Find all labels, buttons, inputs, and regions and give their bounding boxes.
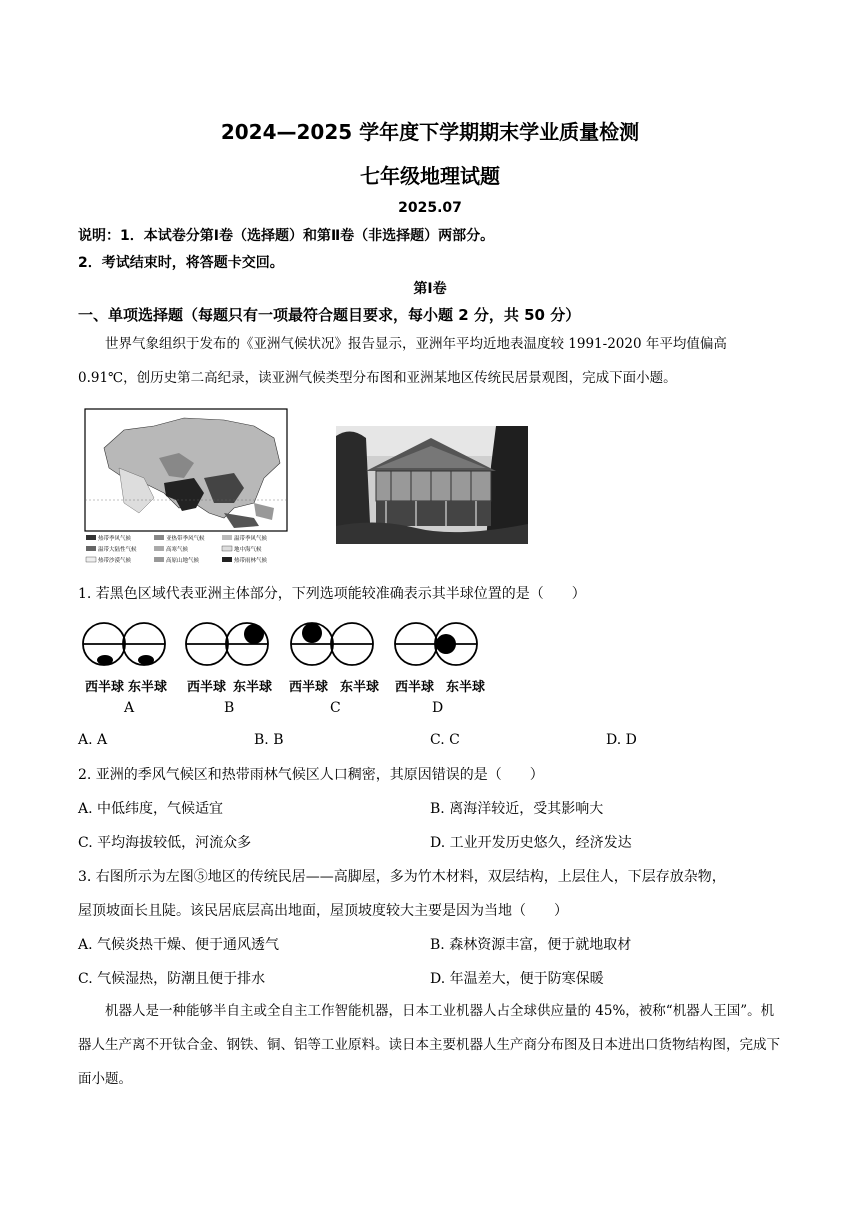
q2-option-d[interactable]: D. 工业开发历史悠久，经济发达 <box>430 835 632 851</box>
q3-option-c[interactable]: C. 气候湿热，防潮且便于排水 <box>78 971 266 987</box>
q1-option-d[interactable]: D. D <box>606 732 637 748</box>
instruction-line-1: 说明：1．本试卷分第Ⅰ卷（选择题）和第Ⅱ卷（非选择题）两部分。 <box>78 228 495 244</box>
q1-figure-b: B <box>224 700 235 716</box>
q2-stem: 2. 亚洲的季风气候区和热带雨林气候区人口稠密，其原因错误的是（ ） <box>78 767 544 783</box>
legend-3: 温带季风气候 <box>234 536 268 542</box>
q3-stem-line-1: 3. 右图所示为左图⑤地区的传统民居——高脚屋，多为竹木材料，双层结构，上层住人，下层存放杂物， <box>78 869 726 885</box>
q1-figure-a: A <box>124 700 135 716</box>
legend-6: 地中海气候 <box>234 547 262 553</box>
asia-climate-map <box>84 408 288 570</box>
legend-2: 亚热带季风气候 <box>166 536 205 542</box>
q1-d-west: 西半球 <box>395 680 435 695</box>
legend-7: 热带沙漠气候 <box>98 558 132 564</box>
q1-figure-d: D <box>432 700 444 716</box>
q1-a-east: 东半球 <box>128 680 168 695</box>
q2-option-a[interactable]: A. 中低纬度，气候适宜 <box>78 801 224 817</box>
passage-1: 世界气象组织于发布的《亚洲气候状况》报告显示，亚洲年平均近地表温度较 1991-2020 年平均值偏高 0.91℃，创历史第二高纪录，读亚洲气候类型分布图和亚洲某地区传统民居景观图，完成下面小题。 <box>78 336 727 386</box>
instruction-line-2: 2．考试结束时，将答题卡交回。 <box>78 255 284 271</box>
volume-heading: 第Ⅰ卷 <box>413 281 447 297</box>
stilt-house-photo <box>336 426 528 544</box>
q2-option-b[interactable]: B. 离海洋较近，受其影响大 <box>430 801 604 817</box>
q1-b-west: 西半球 <box>187 680 227 695</box>
q1-c-east: 东半球 <box>340 680 380 695</box>
q3-option-d[interactable]: D. 年温差大，便于防寒保暖 <box>430 971 604 987</box>
q1-b-east: 东半球 <box>233 680 273 695</box>
passage-2: 机器人是一种能够半自主或全自主工作智能机器，日本工业机器人占全球供应量的 45%，被称“机器人王国”。机器人生产离不开钛合金、钢铁、铜、铝等工业原料。读日本主要机器人生产商分布图及日本进出口货物结构图，完成下面小题。 <box>78 1003 780 1087</box>
legend-8: 高原山地气候 <box>166 558 200 564</box>
q1-option-a[interactable]: A. A <box>78 732 108 748</box>
legend-5: 高寒气候 <box>166 547 189 553</box>
q1-figure-c: C <box>330 700 341 716</box>
legend-1: 热带季风气候 <box>98 536 132 542</box>
exam-title: 2024—2025 学年度下学期期末学业质量检测 <box>220 120 640 144</box>
q1-globes <box>80 620 490 670</box>
legend-9: 热带雨林气候 <box>234 558 268 564</box>
q3-stem-line-2: 屋顶坡面长且陡。该民居底层高出地面，屋顶坡度较大主要是因为当地（ ） <box>78 903 568 919</box>
q3-option-b[interactable]: B. 森林资源丰富，便于就地取材 <box>430 937 632 953</box>
q3-option-a[interactable]: A. 气候炎热干燥、便于通风透气 <box>78 937 280 953</box>
q1-stem: 1. 若黑色区域代表亚洲主体部分，下列选项能较准确表示其半球位置的是（ ） <box>78 586 586 602</box>
exam-subtitle: 七年级地理试题 <box>360 164 500 188</box>
q1-d-east: 东半球 <box>446 680 486 695</box>
q2-option-c[interactable]: C. 平均海拔较低，河流众多 <box>78 835 252 851</box>
exam-date: 2025.07 <box>398 200 462 216</box>
q1-option-b[interactable]: B. B <box>254 732 284 748</box>
q1-c-west: 西半球 <box>289 680 329 695</box>
q1-option-c[interactable]: C. C <box>430 732 460 748</box>
section-heading: 一、单项选择题（每题只有一项最符合题目要求，每小题 2 分，共 50 分） <box>78 306 581 324</box>
legend-4: 温带大陆性气候 <box>98 547 137 553</box>
q1-a-west: 西半球 <box>85 680 125 695</box>
